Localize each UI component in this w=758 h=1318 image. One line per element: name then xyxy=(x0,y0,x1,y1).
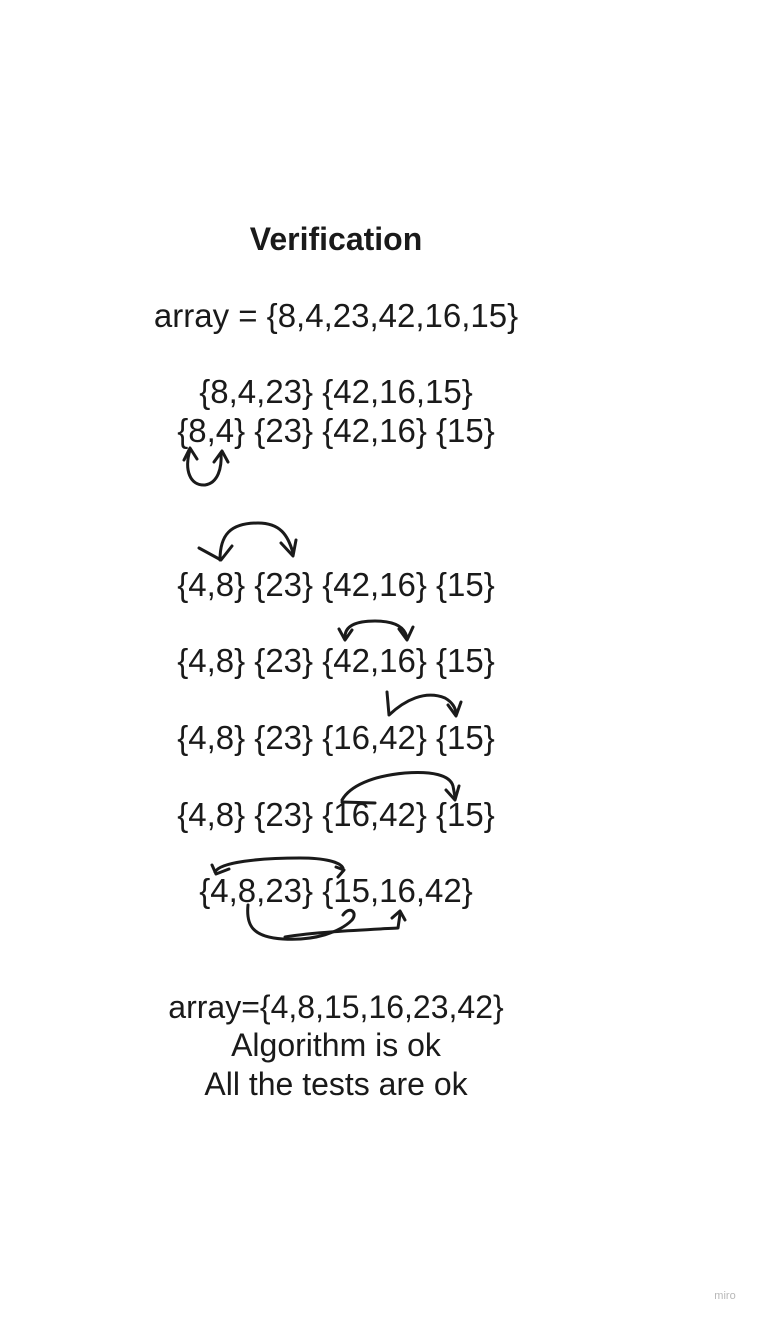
merge-step-5: {4,8,23} {15,16,42} xyxy=(199,872,473,909)
tests-status: All the tests are ok xyxy=(204,1066,468,1102)
move-arrow-4-8 xyxy=(199,523,296,560)
merge-step-4: {4,8} {23} {16,42} {15} xyxy=(177,796,495,833)
split-step-1: {8,4,23} {42,16,15} xyxy=(199,373,473,410)
split-step-2: {8,4} {23} {42,16} {15} xyxy=(177,412,495,449)
final-array: array={4,8,15,16,23,42} xyxy=(168,989,504,1025)
merge-step-3: {4,8} {23} {16,42} {15} xyxy=(177,719,495,756)
swap-arrow-42-16 xyxy=(339,621,413,640)
merge-step-1: {4,8} {23} {42,16} {15} xyxy=(177,566,495,603)
page-title: Verification xyxy=(249,221,423,257)
swap-arrow-8-4 xyxy=(184,448,228,485)
algorithm-status: Algorithm is ok xyxy=(231,1027,441,1063)
initial-array: array = {8,4,23,42,16,15} xyxy=(153,297,519,334)
move-arrow-16-42 xyxy=(387,692,461,716)
miro-watermark: miro xyxy=(714,1290,736,1302)
merge-step-2: {4,8} {23} {42,16} {15} xyxy=(177,642,495,679)
